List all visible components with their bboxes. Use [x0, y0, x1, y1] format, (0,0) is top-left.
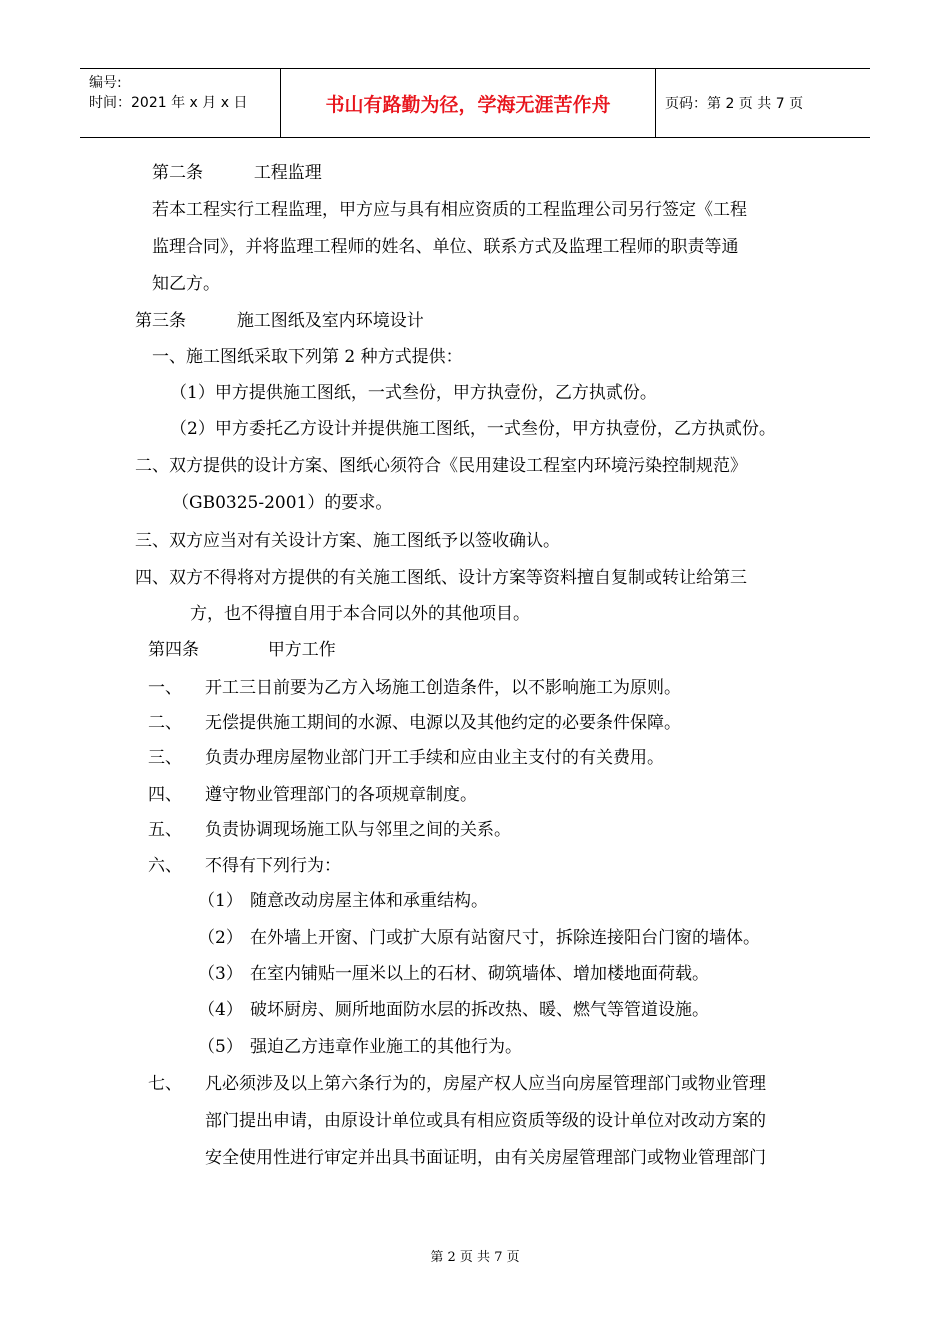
list-item: （2）甲方委托乙方设计并提供施工图纸，一式叁份，甲方执壹份，乙方执贰份。 — [170, 419, 776, 439]
sub-item — [198, 927, 760, 949]
list-item-continuation: 方，也不得擅自用于本合同以外的其他项目。 — [190, 604, 530, 624]
list-item — [148, 1073, 766, 1095]
item-text: 遵守物业管理部门的各项规章制度。 — [205, 785, 477, 805]
header-motto: 书山有路勤为径，学海无涯苦作舟 — [325, 93, 611, 116]
list-item — [148, 712, 681, 734]
list-item-continuation: 部门提出申请，由原设计单位或具有相应资质等级的设计单位对改动方案的 — [205, 1111, 766, 1131]
sub-item-number: （4） — [198, 1000, 243, 1020]
item-text: 凡必须涉及以上第六条行为的，房屋产权人应当向房屋管理部门或物业管理 — [205, 1074, 766, 1094]
sub-item — [198, 1036, 522, 1058]
sub-item-text: 破坏厨房、厕所地面防水层的拆改热、暖、燃气等管道设施。 — [250, 1000, 709, 1020]
list-item — [148, 855, 341, 877]
number-label: 编号: — [89, 75, 122, 91]
item-number: 六、 — [148, 856, 182, 876]
item-number: 二、 — [148, 713, 182, 733]
item-text: 无偿提供施工期间的水源、电源以及其他约定的必要条件保障。 — [205, 713, 681, 733]
sub-item-text: 在外墙上开窗、门或扩大原有站窗尺寸，拆除连接阳台门窗的墙体。 — [250, 928, 760, 948]
sub-item-text: 强迫乙方违章作业施工的其他行为。 — [250, 1037, 522, 1057]
article-2-title — [152, 162, 322, 184]
article-3-title — [135, 310, 424, 332]
article-heading: 施工图纸及室内环境设计 — [236, 311, 424, 331]
article-number: 第四条 — [148, 640, 199, 660]
time-label: 时间：2021 年 x 月 x 日 — [89, 95, 248, 111]
sub-item — [198, 963, 709, 985]
article-4-title — [148, 639, 336, 661]
list-item-continuation: 安全使用性进行审定并出具书面证明，由有关房屋管理部门或物业管理部门 — [205, 1148, 766, 1168]
page-footer: 第 2 页 共 7 页 — [430, 1250, 520, 1265]
list-item — [148, 784, 477, 806]
sub-item-number: （2） — [198, 928, 243, 948]
item-number: 一、 — [148, 678, 182, 698]
paragraph-line: 知乙方。 — [152, 274, 220, 294]
article-heading: 工程监理 — [253, 163, 322, 183]
sub-item — [198, 890, 488, 912]
item-text: 开工三日前要为乙方入场施工创造条件，以不影响施工为原则。 — [205, 678, 681, 698]
sub-item-number: （1） — [198, 891, 243, 911]
sub-item-text: 在室内铺贴一厘米以上的石材、砌筑墙体、增加楼地面荷载。 — [250, 964, 709, 984]
list-item: （1）甲方提供施工图纸，一式叁份，甲方执壹份，乙方执贰份。 — [170, 383, 657, 403]
article-heading: 甲方工作 — [267, 640, 336, 660]
list-item — [148, 819, 511, 841]
sub-item-number: （5） — [198, 1037, 243, 1057]
list-item-continuation: （GB0325-2001）的要求。 — [172, 493, 393, 513]
list-item: 三、双方应当对有关设计方案、施工图纸予以签收确认。 — [135, 531, 560, 551]
document-header — [80, 68, 870, 138]
item-number: 五、 — [148, 820, 182, 840]
paragraph-line: 监理合同》，并将监理工程师的姓名、单位、联系方式及监理工程师的职责等通 — [152, 237, 739, 257]
sub-item — [198, 999, 709, 1021]
item-number: 七、 — [148, 1074, 182, 1094]
header-left-cell — [89, 73, 247, 113]
list-item: 四、双方不得将对方提供的有关施工图纸、设计方案等资料擅自复制或转让给第三 — [135, 568, 747, 588]
header-divider — [655, 69, 656, 137]
list-item: 二、双方提供的设计方案、图纸心须符合《民用建设工程室内环境污染控制规范》 — [135, 456, 747, 476]
article-number: 第三条 — [135, 311, 186, 331]
list-item — [148, 747, 664, 769]
item-text: 负责协调现场施工队与邻里之间的关系。 — [205, 820, 511, 840]
article-number: 第二条 — [152, 163, 203, 183]
list-item: 一、施工图纸采取下列第 2 种方式提供： — [152, 347, 463, 367]
item-number: 四、 — [148, 785, 182, 805]
paragraph-line: 若本工程实行工程监理，甲方应与具有相应资质的工程监理公司另行签定《工程 — [152, 200, 747, 220]
item-text: 不得有下列行为： — [205, 856, 341, 876]
header-page-info: 页码：第 2 页 共 7 页 — [665, 96, 804, 112]
sub-item-number: （3） — [198, 964, 243, 984]
item-number: 三、 — [148, 748, 182, 768]
item-text: 负责办理房屋物业部门开工手续和应由业主支付的有关费用。 — [205, 748, 664, 768]
list-item — [148, 677, 681, 699]
sub-item-text: 随意改动房屋主体和承重结构。 — [250, 891, 488, 911]
